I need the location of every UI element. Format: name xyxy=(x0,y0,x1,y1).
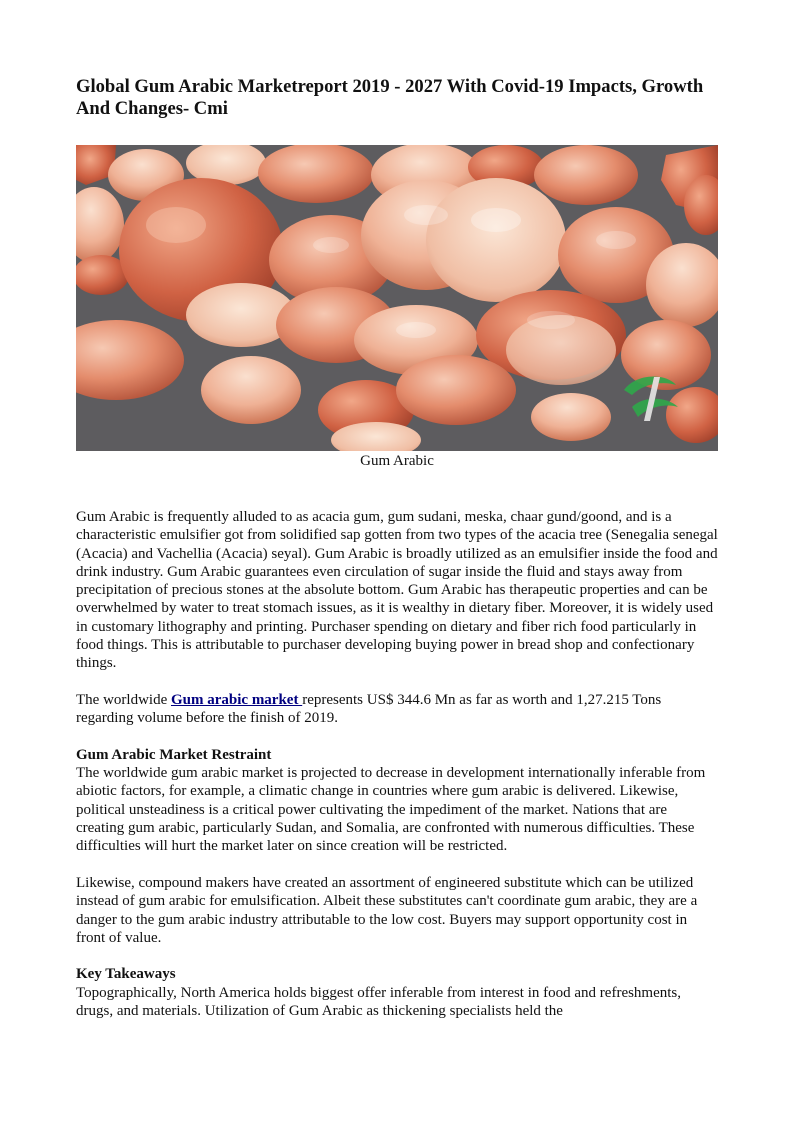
market-prefix-text: The worldwide xyxy=(76,691,171,708)
market-suffix-text: represents US$ 344.6 Mn as far as worth and 1,27.215 Tons regarding volume before the finish of 2019. xyxy=(76,691,662,727)
gum-arabic-image xyxy=(76,145,718,451)
gum-arabic-crystals-photo xyxy=(76,145,718,451)
substitutes-paragraph: Likewise, compound makers have created an assortment of engineered substitute which can be utilized instead of gum arabic for emulsification. Albeit these substitutes can't coordinate gum arabic, they are a danger to the gum arabic industry attributable to the low cost. Buyers may support opportunity cost in front of value. xyxy=(76,874,698,946)
page-title: Global Gum Arabic Marketreport 2019 - 2027 With Covid-19 Impacts, Growth And Changes- Cmi xyxy=(76,76,704,119)
intro-paragraph: Gum Arabic is frequently alluded to as acacia gum, gum sudani, meska, chaar gund/goond, and is a characteristic emulsifier got from solidified sap gotten from two types of the acacia tree (Senegalia senegal (Acacia) and Vachellia (Acacia) seyal). Gum Arabic is broadly utilized as an emulsifier inside the food and drink industry. Gum Arabic guarantees even circulation of sugar inside the fluid and stays away from precipitation of precious stones at the absolute bottom. Gum Arabic has therapeutic properties and can be overwhelmed by water to treat stomach issues, as it is wealthy in dietary fiber. Moreover, it is widely used in customary lithography and printing. Purchaser spending on dietary and fiber rich food particularly in food things. This is attributable to purchaser developing buying power in bread shop and confectionary things. xyxy=(76,509,718,672)
restraint-heading: Gum Arabic Market Restraint xyxy=(76,746,272,763)
takeaways-heading: Key Takeaways xyxy=(76,966,176,983)
figure-caption: Gum Arabic xyxy=(360,453,434,469)
takeaways-paragraph: Topographically, North America holds biggest offer inferable from interest in food and refreshments, drugs, and materials. Utilization of Gum Arabic as thickening specialists held the xyxy=(76,984,682,1020)
market-size-paragraph xyxy=(76,691,718,728)
gum-arabic-market-link[interactable]: Gum arabic market xyxy=(170,691,303,708)
article-body xyxy=(76,508,718,1020)
restraint-paragraph: The worldwide gum arabic market is projected to decrease in development internationally inferable from abiotic factors, for example, a climatic change in countries where gum arabic is delivered. Likewise, political unsteadiness is a critical power cultivating the impediment of the market. Nations that are creating gum arabic, particularly Sudan, and Somalia, are confronted with numerous difficulties. These difficulties will hurt the market later on since creation will be restricted. xyxy=(76,765,706,855)
